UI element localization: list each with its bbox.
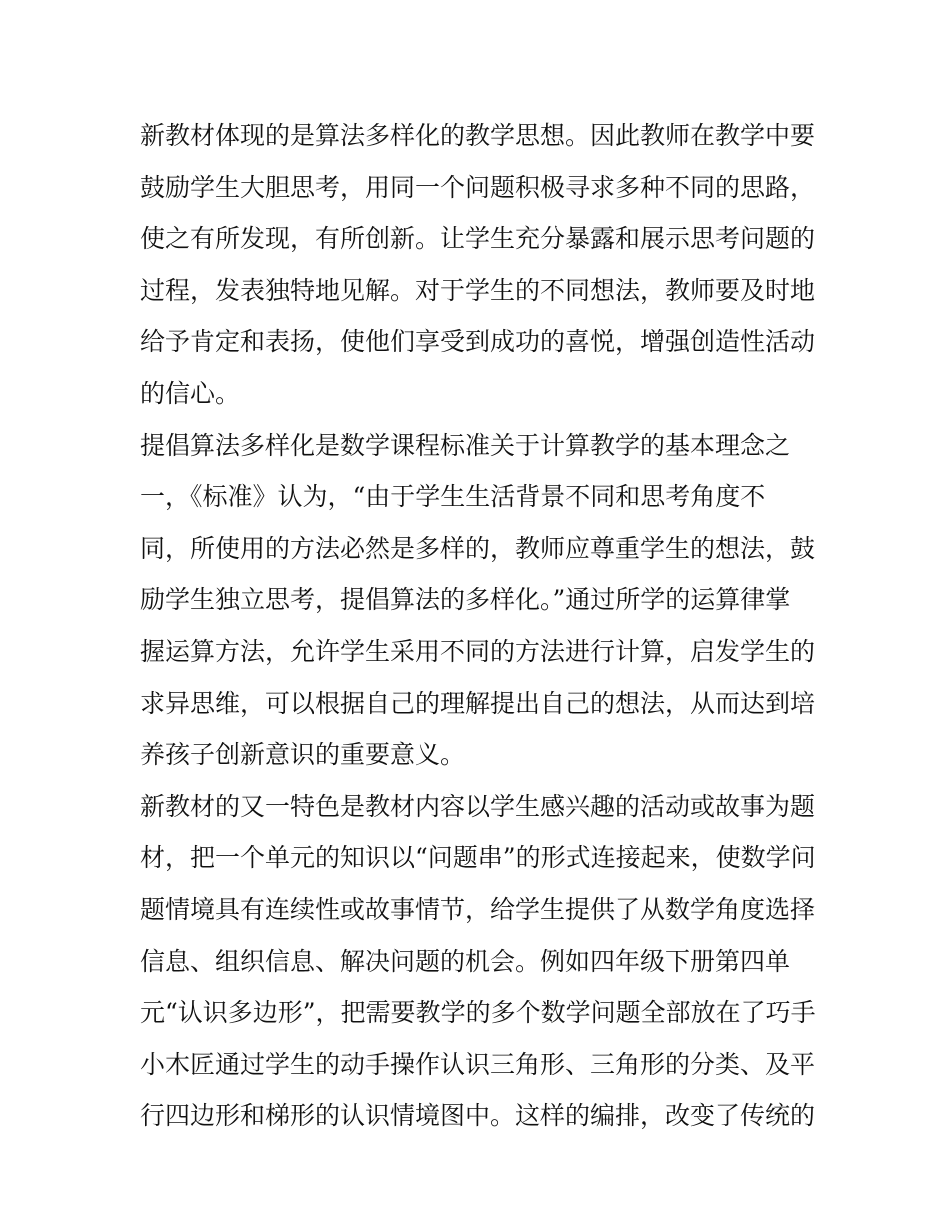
text-line: 过程，发表独特地见解。对于学生的不同想法，教师要及时地 xyxy=(140,275,816,305)
text-line: 同，所使用的方法必然是多样的，教师应尊重学生的想法，鼓 xyxy=(140,533,816,563)
text-line: 握运算方法，允许学生采用不同的方法进行计算，启发学生的 xyxy=(140,636,816,666)
text-line: 一，《标准》认为，“由于学生生活背景不同和思考角度不 xyxy=(140,482,766,512)
text-line: 求异思维，可以根据自己的理解提出自己的想法，从而达到培 xyxy=(140,688,816,718)
text-line: 鼓励学生大胆思考，用同一个问题积极寻求多种不同的思路， xyxy=(140,172,816,202)
text-line: 养孩子创新意识的重要意义。 xyxy=(140,740,466,770)
text-line: 使之有所发现，有所创新。让学生充分暴露和展示思考问题的 xyxy=(140,224,816,254)
text-line: 行四边形和梯形的认识情境图中。这样的编排，改变了传统的 xyxy=(140,1101,816,1131)
text-line: 提倡算法多样化是数学课程标准关于计算教学的基本理念之 xyxy=(140,430,791,460)
text-line: 新教材的又一特色是教材内容以学生感兴趣的活动或故事为题 xyxy=(140,791,816,821)
text-line: 的信心。 xyxy=(140,378,241,408)
text-line: 给予肯定和表扬，使他们享受到成功的喜悦，增强创造性活动 xyxy=(140,327,816,357)
text-line: 材，把一个单元的知识以“问题串”的形式连接起来，使数学问 xyxy=(140,843,816,873)
text-line: 题情境具有连续性或故事情节，给学生提供了从数学角度选择 xyxy=(140,894,816,924)
document-body xyxy=(140,110,820,1142)
text-line: 新教材体现的是算法多样化的教学思想。因此教师在教学中要 xyxy=(140,121,816,150)
text-line: 励学生独立思考，提倡算法的多样化。”通过所学的运算律掌 xyxy=(140,585,791,615)
text-line: 小木匠通过学生的动手操作认识三角形、三角形的分类、及平 xyxy=(140,1049,816,1079)
text-line: 元“认识多边形”，把需要教学的多个数学问题全部放在了巧手 xyxy=(140,998,816,1028)
text-line: 信息、组织信息、解决问题的机会。例如四年级下册第四单 xyxy=(140,946,791,976)
